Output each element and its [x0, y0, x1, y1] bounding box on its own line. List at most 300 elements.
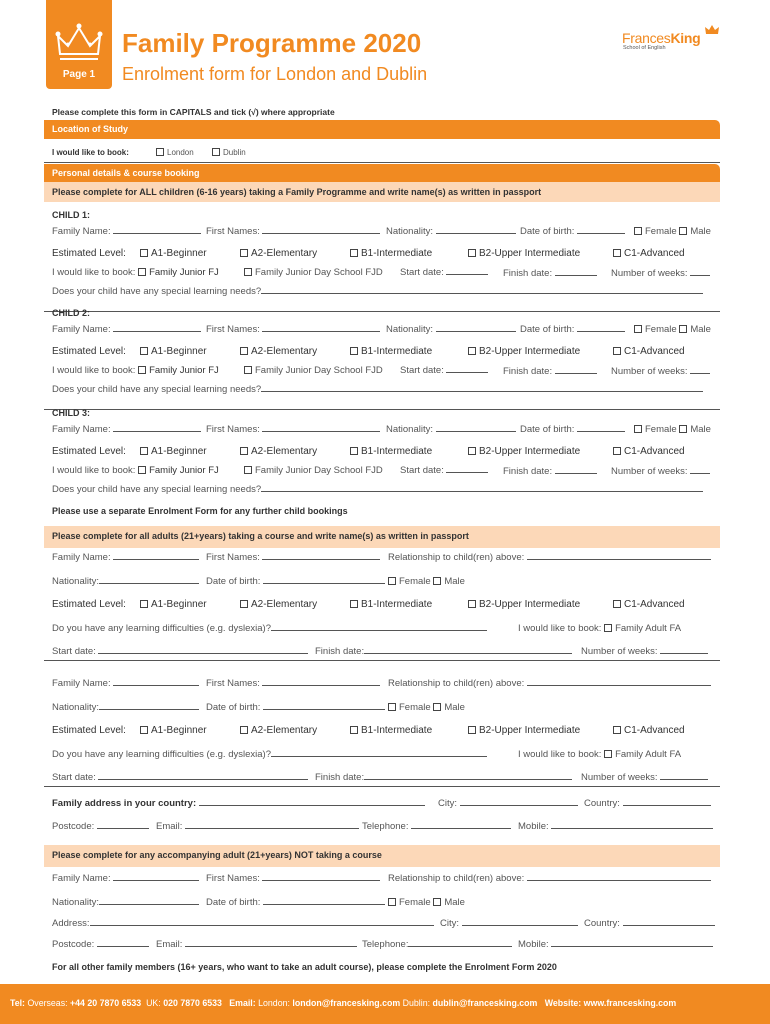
relationship-field[interactable]	[527, 552, 711, 560]
book-label: I would like to book:	[518, 749, 602, 760]
checkbox[interactable]	[468, 726, 476, 734]
telephone-label: Telephone:	[362, 821, 409, 832]
level-a1[interactable]	[140, 599, 207, 610]
first-names-field[interactable]	[262, 552, 380, 560]
b1-label: B1-Intermediate	[361, 446, 433, 457]
uk-phone[interactable]: 020 7870 6533	[163, 998, 222, 1008]
female-label: Female	[399, 702, 431, 713]
checkbox[interactable]	[634, 425, 642, 433]
level-b1[interactable]	[350, 725, 432, 736]
start-row	[400, 365, 488, 376]
level-c1[interactable]	[613, 248, 685, 259]
b2-label: B2-Upper Intermediate	[479, 725, 581, 736]
first-names-label: First Names:	[206, 226, 260, 237]
a2-label: A2-Elementary	[251, 346, 318, 357]
weeks-field[interactable]	[690, 268, 710, 276]
adult-relationship-row	[388, 552, 711, 563]
finish-label: Finish date:	[315, 646, 365, 657]
checkbox[interactable]	[433, 703, 441, 711]
finish-field[interactable]	[555, 268, 597, 276]
dob-row	[520, 324, 625, 335]
level-b1[interactable]	[350, 346, 432, 357]
start-row	[400, 267, 488, 278]
first-names-field[interactable]	[262, 678, 380, 686]
country-row	[584, 798, 711, 809]
country-field[interactable]	[623, 918, 715, 926]
male-label: Male	[444, 702, 465, 713]
fjd-label: Family Junior Day School FJD	[255, 365, 383, 376]
checkbox[interactable]	[140, 249, 148, 257]
checkbox[interactable]	[433, 898, 441, 906]
adult-dob-row	[206, 702, 385, 713]
nationality-label: Nationality:	[52, 897, 99, 908]
fa-row	[518, 749, 681, 760]
difficulties-row	[52, 749, 487, 760]
male-label: Male	[690, 324, 711, 335]
postcode-field[interactable]	[97, 821, 149, 829]
nationality-label: Nationality:	[386, 324, 433, 335]
level-a2[interactable]	[240, 346, 317, 357]
checkbox[interactable]	[634, 227, 642, 235]
checkbox[interactable]	[240, 600, 248, 608]
level-b1[interactable]	[350, 248, 432, 259]
checkbox[interactable]	[468, 347, 476, 355]
email-field[interactable]	[185, 939, 357, 947]
separate-note: Please use a separate Enrolment Form for any further child bookings	[52, 506, 348, 516]
level-label: Estimated Level:	[52, 725, 126, 736]
acc-country-row	[584, 918, 715, 929]
difficulties-row	[52, 623, 487, 634]
male-label: Male	[690, 226, 711, 237]
checkbox[interactable]	[240, 726, 248, 734]
website-label: Website:	[544, 998, 582, 1008]
family-name-label: Family Name:	[52, 552, 111, 563]
checkbox[interactable]	[388, 703, 396, 711]
country-field[interactable]	[623, 798, 711, 806]
female-label: Female	[645, 324, 677, 335]
level-b1[interactable]	[350, 599, 432, 610]
start-field[interactable]	[98, 772, 308, 780]
fj-label: Family Junior FJ	[149, 365, 219, 376]
email-label: Email:	[156, 821, 183, 832]
weeks-label: Number of weeks:	[581, 646, 658, 657]
finish-field[interactable]	[555, 466, 597, 474]
family-address-field[interactable]	[199, 798, 425, 806]
checkbox[interactable]	[604, 750, 612, 758]
adult-family-name-row	[52, 552, 199, 563]
finish-field[interactable]	[364, 772, 572, 780]
checkbox[interactable]	[388, 898, 396, 906]
first-names-label: First Names:	[206, 424, 260, 435]
family-address-label: Family address in your country:	[52, 798, 197, 809]
child-heading: CHILD 1:	[52, 210, 90, 220]
start-field[interactable]	[446, 365, 488, 373]
finish-row	[503, 268, 597, 279]
special-needs-label: Does your child have any special learning needs?	[52, 484, 262, 495]
family-name-field[interactable]	[113, 873, 199, 881]
level-b2[interactable]	[468, 248, 580, 259]
gender-row	[634, 424, 711, 435]
gender-row	[634, 226, 711, 237]
b2-label: B2-Upper Intermediate	[479, 446, 581, 457]
address-label: Address:	[52, 918, 90, 929]
nationality-row	[386, 324, 516, 335]
level-b2[interactable]	[468, 346, 580, 357]
level-b2[interactable]	[468, 599, 580, 610]
crown-icon	[46, 14, 112, 74]
level-c1[interactable]	[613, 725, 685, 736]
page-subtitle: Enrolment form for London and Dublin	[122, 64, 428, 84]
book-row	[52, 365, 219, 376]
special-needs-row	[52, 384, 703, 395]
female-label: Female	[645, 226, 677, 237]
london-email-link[interactable]: london@francesking.com	[292, 998, 401, 1008]
difficulties-label: Do you have any learning difficulties (e.g. dyslexia)?	[52, 749, 271, 760]
address-field[interactable]	[90, 918, 434, 926]
fjd-row	[244, 365, 383, 376]
family-name-field[interactable]	[113, 226, 201, 234]
fa-label: Family Adult FA	[615, 623, 682, 634]
level-a2[interactable]	[240, 725, 317, 736]
finish-label: Finish date:	[503, 366, 553, 377]
checkbox[interactable]	[138, 366, 146, 374]
postcode-label: Postcode:	[52, 821, 95, 832]
email-field[interactable]	[185, 821, 359, 829]
checkbox[interactable]	[613, 600, 621, 608]
nationality-field[interactable]	[99, 897, 199, 905]
city-row	[438, 798, 578, 809]
book-label: I would like to book:	[52, 365, 136, 376]
weeks-label: Number of weeks:	[581, 772, 658, 783]
checkbox[interactable]	[244, 466, 252, 474]
c1-label: C1-Advanced	[624, 725, 685, 736]
family-name-label: Family Name:	[52, 678, 111, 689]
special-needs-field[interactable]	[261, 286, 703, 294]
level-a1[interactable]	[140, 346, 207, 357]
checkbox[interactable]	[613, 726, 621, 734]
special-needs-field[interactable]	[261, 384, 703, 392]
checkbox[interactable]	[350, 726, 358, 734]
checkbox[interactable]	[679, 325, 687, 333]
finish-label: Finish date:	[315, 772, 365, 783]
city-label: City:	[440, 918, 459, 929]
special-needs-row	[52, 484, 703, 495]
a1-label: A1-Beginner	[151, 248, 207, 259]
checkbox[interactable]	[350, 347, 358, 355]
start-label: Start date:	[400, 465, 444, 476]
acc-postcode-row	[52, 939, 149, 950]
a1-label: A1-Beginner	[151, 446, 207, 457]
checkbox[interactable]	[244, 366, 252, 374]
checkbox[interactable]	[156, 148, 164, 156]
checkbox[interactable]	[613, 447, 621, 455]
fj-label: Family Junior FJ	[149, 267, 219, 278]
acc-relationship-row	[388, 873, 711, 884]
difficulties-label: Do you have any learning difficulties (e.g. dyslexia)?	[52, 623, 271, 634]
level-a1[interactable]	[140, 446, 207, 457]
level-b1[interactable]	[350, 446, 432, 457]
adult-first-names-row	[206, 552, 380, 563]
logo-badge	[46, 0, 112, 89]
weeks-label: Number of weeks:	[611, 268, 688, 279]
weeks-field[interactable]	[660, 772, 708, 780]
mobile-field[interactable]	[551, 939, 713, 947]
telephone-field[interactable]	[408, 939, 512, 947]
nationality-field[interactable]	[99, 576, 199, 584]
checkbox[interactable]	[138, 466, 146, 474]
male-label: Male	[444, 897, 465, 908]
level-a2[interactable]	[240, 446, 317, 457]
dob-field[interactable]	[263, 702, 385, 710]
dob-field[interactable]	[263, 576, 385, 584]
level-b2[interactable]	[468, 446, 580, 457]
start-row	[400, 465, 488, 476]
checkbox[interactable]	[140, 726, 148, 734]
city-label: City:	[438, 798, 457, 809]
nationality-field[interactable]	[436, 324, 516, 332]
nationality-field[interactable]	[99, 702, 199, 710]
nationality-label: Nationality:	[52, 576, 99, 587]
weeks-label: Number of weeks:	[611, 466, 688, 477]
telephone-label: Telephone:	[362, 939, 409, 950]
family-name-label: Family Name:	[52, 226, 111, 237]
difficulties-field[interactable]	[271, 623, 487, 631]
child-heading: CHILD 2:	[52, 308, 90, 318]
checkbox[interactable]	[240, 347, 248, 355]
checkbox[interactable]	[140, 447, 148, 455]
difficulties-field[interactable]	[271, 749, 487, 757]
weeks-row	[611, 268, 710, 279]
book-row	[52, 267, 219, 278]
family-address-row	[52, 798, 425, 809]
first-names-field[interactable]	[262, 424, 380, 432]
weeks-label: Number of weeks:	[611, 366, 688, 377]
level-a1[interactable]	[140, 725, 207, 736]
nationality-row	[386, 226, 516, 237]
b1-label: B1-Intermediate	[361, 346, 433, 357]
child-heading: CHILD 3:	[52, 408, 90, 418]
weeks-field[interactable]	[690, 466, 710, 474]
level-a1[interactable]	[140, 248, 207, 259]
dob-field[interactable]	[263, 897, 385, 905]
brand-prefix: Frances	[622, 30, 671, 46]
start-field[interactable]	[446, 465, 488, 473]
country-label: Country:	[584, 918, 620, 929]
finish-row	[503, 366, 597, 377]
checkbox[interactable]	[604, 624, 612, 632]
dob-label: Date of birth:	[206, 702, 261, 713]
book-label: I would like to book:	[52, 465, 136, 476]
fj-label: Family Junior FJ	[149, 465, 219, 476]
option-label: Dublin	[223, 148, 246, 157]
checkbox[interactable]	[468, 600, 476, 608]
dublin-label: Dublin:	[402, 998, 431, 1008]
relationship-field[interactable]	[527, 678, 711, 686]
checkbox[interactable]	[468, 447, 476, 455]
checkbox[interactable]	[679, 227, 687, 235]
start-field[interactable]	[98, 646, 308, 654]
c1-label: C1-Advanced	[624, 446, 685, 457]
dublin-email-link[interactable]: dublin@francesking.com	[432, 998, 538, 1008]
checkbox[interactable]	[350, 447, 358, 455]
mobile-field[interactable]	[551, 821, 713, 829]
divider	[44, 786, 720, 787]
family-name-label: Family Name:	[52, 324, 111, 335]
website-link[interactable]: www.francesking.com	[583, 998, 677, 1008]
special-needs-label: Does your child have any special learning needs?	[52, 384, 262, 395]
checkbox[interactable]	[468, 249, 476, 257]
dob-label: Date of birth:	[206, 576, 261, 587]
level-label: Estimated Level:	[52, 446, 126, 457]
family-name-field[interactable]	[113, 678, 199, 686]
family-name-row	[52, 226, 201, 237]
level-a2[interactable]	[240, 248, 317, 259]
finish-field[interactable]	[364, 646, 572, 654]
telephone-row	[362, 821, 511, 832]
dob-label: Date of birth:	[206, 897, 261, 908]
adult-finish-row	[315, 772, 572, 783]
first-names-label: First Names:	[206, 873, 260, 884]
first-names-row	[206, 424, 380, 435]
city-field[interactable]	[462, 918, 578, 926]
brand-crown-icon	[704, 24, 720, 36]
fa-label: Family Adult FA	[615, 749, 682, 760]
brand-sub: School of English	[623, 45, 666, 51]
first-names-field[interactable]	[262, 324, 380, 332]
level-c1[interactable]	[613, 346, 685, 357]
relationship-label: Relationship to child(ren) above:	[388, 552, 525, 563]
postcode-field[interactable]	[97, 939, 149, 947]
nationality-row	[386, 424, 516, 435]
mobile-label: Mobile:	[518, 821, 549, 832]
family-name-row	[52, 424, 201, 435]
checkbox[interactable]	[140, 347, 148, 355]
b1-label: B1-Intermediate	[361, 599, 433, 610]
special-needs-label: Does your child have any special learning needs?	[52, 286, 262, 297]
female-label: Female	[399, 576, 431, 587]
male-label: Male	[444, 576, 465, 587]
family-name-row	[52, 324, 201, 335]
adult-first-names-row	[206, 678, 380, 689]
level-a2[interactable]	[240, 599, 317, 610]
checkbox[interactable]	[138, 268, 146, 276]
divider	[44, 409, 720, 410]
finish-label: Finish date:	[503, 268, 553, 279]
dob-label: Date of birth:	[520, 324, 575, 335]
overseas-label: Overseas:	[27, 998, 68, 1008]
overseas-phone[interactable]: +44 20 7870 6533	[70, 998, 142, 1008]
divider	[44, 162, 720, 163]
adult-start-row	[52, 772, 308, 783]
fjd-label: Family Junior Day School FJD	[255, 465, 383, 476]
checkbox[interactable]	[244, 268, 252, 276]
city-field[interactable]	[460, 798, 578, 806]
telephone-field[interactable]	[411, 821, 511, 829]
book-label: I would like to book:	[52, 267, 136, 278]
special-needs-row	[52, 286, 703, 297]
dob-field[interactable]	[577, 324, 625, 332]
fjd-label: Family Junior Day School FJD	[255, 267, 383, 278]
start-field[interactable]	[446, 267, 488, 275]
dob-field[interactable]	[577, 226, 625, 234]
level-c1[interactable]	[613, 446, 685, 457]
b1-label: B1-Intermediate	[361, 725, 433, 736]
checkbox[interactable]	[350, 249, 358, 257]
checkbox[interactable]	[613, 249, 621, 257]
family-name-field[interactable]	[113, 424, 201, 432]
a1-label: A1-Beginner	[151, 725, 207, 736]
accompany-band: Please complete for any accompanying adult (21+years) NOT taking a course	[44, 845, 720, 867]
finish-field[interactable]	[555, 366, 597, 374]
adult-gender-row	[388, 576, 465, 587]
c1-label: C1-Advanced	[624, 248, 685, 259]
first-names-field[interactable]	[262, 226, 380, 234]
relationship-field[interactable]	[527, 873, 711, 881]
checkbox[interactable]	[433, 577, 441, 585]
nationality-field[interactable]	[436, 424, 516, 432]
checkbox[interactable]	[240, 249, 248, 257]
fjd-row	[244, 267, 383, 278]
dob-field[interactable]	[577, 424, 625, 432]
weeks-field[interactable]	[660, 646, 708, 654]
adult-nationality-row	[52, 702, 199, 713]
checkbox[interactable]	[634, 325, 642, 333]
adult-finish-row	[315, 646, 572, 657]
nationality-field[interactable]	[436, 226, 516, 234]
first-names-field[interactable]	[262, 873, 380, 881]
checkbox[interactable]	[212, 148, 220, 156]
family-name-field[interactable]	[113, 324, 201, 332]
dob-label: Date of birth:	[520, 226, 575, 237]
checkbox[interactable]	[388, 577, 396, 585]
b2-label: B2-Upper Intermediate	[479, 599, 581, 610]
postcode-row	[52, 821, 149, 832]
c1-label: C1-Advanced	[624, 599, 685, 610]
dob-label: Date of birth:	[520, 424, 575, 435]
checkbox[interactable]	[350, 600, 358, 608]
special-needs-field[interactable]	[261, 484, 703, 492]
footer-contact	[10, 998, 676, 1008]
female-label: Female	[399, 897, 431, 908]
acc-first-names-row	[206, 873, 380, 884]
female-label: Female	[645, 424, 677, 435]
acc-telephone-row	[362, 939, 512, 950]
checkbox[interactable]	[613, 347, 621, 355]
level-c1[interactable]	[613, 599, 685, 610]
a1-label: A1-Beginner	[151, 599, 207, 610]
email-label: Email:	[156, 939, 183, 950]
london-label: London:	[258, 998, 290, 1008]
weeks-field[interactable]	[690, 366, 710, 374]
first-names-label: First Names:	[206, 324, 260, 335]
family-name-field[interactable]	[113, 552, 199, 560]
adult-gender-row	[388, 702, 465, 713]
other-note: For all other family members (16+ years, who want to take an adult course), please complete the Enrolment Form 2020	[52, 962, 557, 972]
fa-row	[518, 623, 681, 634]
level-b2[interactable]	[468, 725, 580, 736]
page-label: Page 1	[62, 69, 96, 80]
adult-nationality-row	[52, 576, 199, 587]
location-dublin[interactable]	[212, 148, 246, 157]
checkbox[interactable]	[140, 600, 148, 608]
location-london[interactable]	[156, 148, 194, 157]
b1-label: B1-Intermediate	[361, 248, 433, 259]
adult-start-row	[52, 646, 308, 657]
checkbox[interactable]	[679, 425, 687, 433]
mobile-row	[518, 821, 713, 832]
checkbox[interactable]	[240, 447, 248, 455]
option-label: London	[167, 148, 194, 157]
